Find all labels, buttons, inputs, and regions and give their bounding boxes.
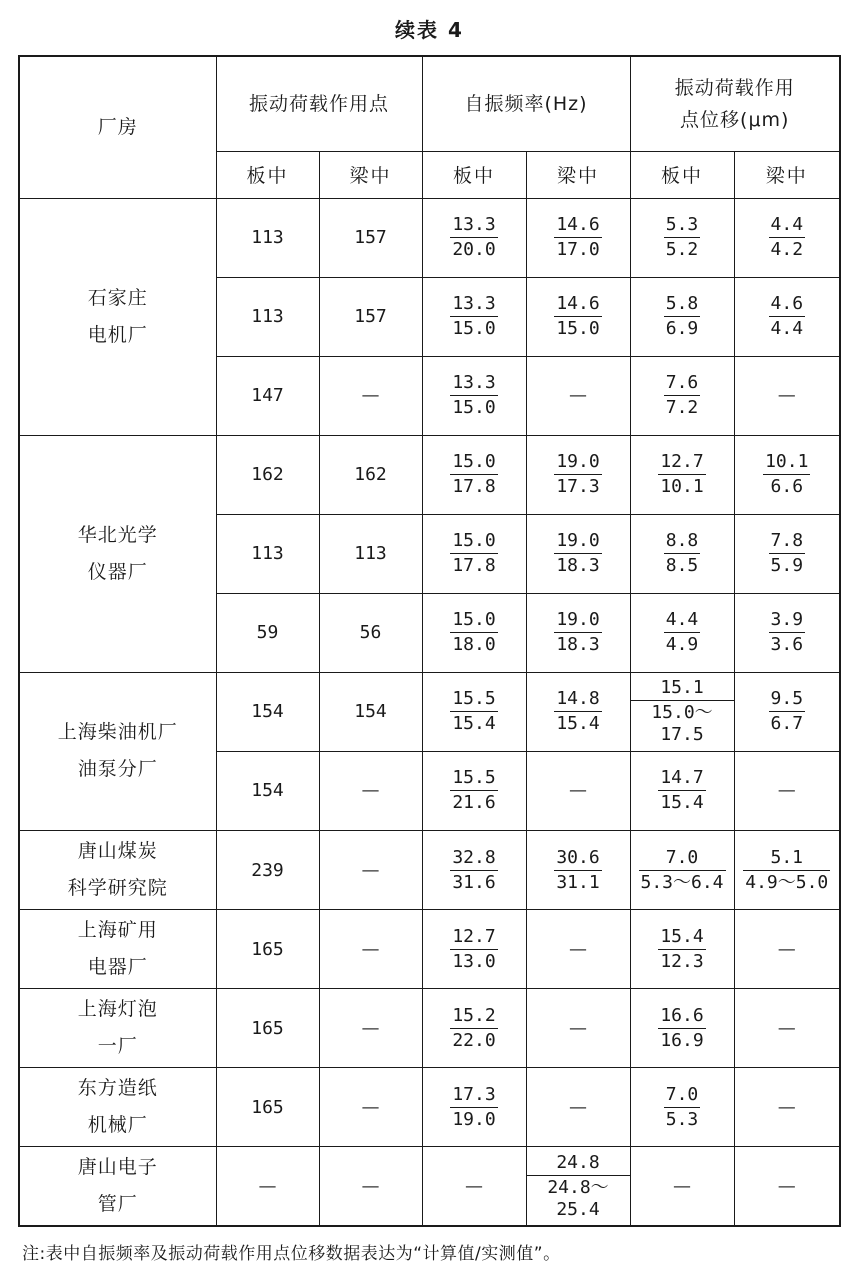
calculated-value: 15.0 [450,530,497,554]
calculated-value: 19.0 [554,530,601,554]
cell-freq-board [422,198,526,277]
calculated-value: 17.3 [450,1084,497,1108]
factory-name-line: 仪器厂 [87,560,148,583]
fraction-value [769,214,806,261]
empty-dash: — [258,1175,277,1197]
cell-disp-beam [734,672,840,751]
factory-name-line: 一厂 [97,1035,138,1058]
header-displacement [630,56,840,151]
fraction-value [763,451,810,498]
factory-name-line: 油泵分厂 [77,758,158,781]
fraction-value [639,847,726,894]
subheader-freq-beam: 梁中 [526,151,630,198]
cell-freq-beam [526,672,630,751]
factory-name-line: 上海矿用 [77,919,158,942]
header-load-point: 振动荷载作用点 [216,56,422,151]
cell-disp-beam [734,1068,840,1147]
empty-dash: — [361,1017,380,1039]
calculated-value: 30.6 [554,847,601,871]
fraction-value [769,293,806,340]
measured-value: 5.3 [665,1108,699,1130]
measured-value: 31.1 [556,871,600,893]
calculated-value: 19.0 [554,451,601,475]
measured-value: 15.0 [556,318,600,340]
subheader-point-beam: 梁中 [319,151,422,198]
measured-value: 16.9 [660,1029,704,1051]
fraction-value [664,214,701,261]
calculated-value: 7.6 [664,372,701,396]
fraction-value [664,609,701,656]
header-frequency: 自振频率(Hz) [422,56,630,151]
cell-load-point-board [216,1068,319,1147]
cell-disp-board [630,514,734,593]
measured-value: 5.2 [665,239,699,261]
calculated-value: 19.0 [554,609,601,633]
empty-dash: — [673,1175,692,1197]
cell-load-point-beam [319,356,422,435]
numeric-value: 162 [354,464,387,486]
table-title: 续表 4 [395,18,464,42]
cell-freq-beam [526,910,630,989]
numeric-value: 162 [251,464,284,486]
cell-disp-beam [734,989,840,1068]
measured-value: 4.9 [665,634,699,656]
cell-load-point-board [216,910,319,989]
factory-name-line: 电机厂 [87,323,148,346]
measured-value: 4.2 [770,239,804,261]
fraction-value [664,1084,701,1131]
measured-value: 15.0 [452,318,496,340]
table-row [19,910,840,989]
table-row [19,435,840,514]
cell-freq-beam [526,1147,630,1226]
measured-value: 4.4 [770,318,804,340]
table-row [19,198,840,277]
factory-name-line: 唐山煤炭 [77,840,158,863]
fraction-value [631,677,734,746]
empty-dash: — [361,1096,380,1118]
table-row [19,1147,840,1226]
cell-freq-beam [526,356,630,435]
cell-disp-board [630,277,734,356]
empty-dash: — [569,938,588,960]
cell-disp-board [630,910,734,989]
subheader-disp-board: 板中 [630,151,734,198]
factory-name-cell [19,910,216,989]
measured-value: 18.3 [556,555,600,577]
numeric-value: 239 [251,859,284,881]
empty-dash: — [777,385,796,407]
calculated-value: 15.0 [450,451,497,475]
cell-load-point-beam [319,989,422,1068]
fraction-value [658,926,705,973]
fraction-value [450,214,497,261]
calculated-value: 7.0 [639,847,726,871]
cell-load-point-board [216,277,319,356]
fraction-value [664,293,701,340]
empty-dash: — [361,1175,380,1197]
cell-freq-board [422,672,526,751]
calculated-value: 4.4 [664,609,701,633]
cell-disp-beam [734,356,840,435]
table-row [19,1068,840,1147]
calculated-value: 5.8 [664,293,701,317]
empty-dash: — [465,1175,484,1197]
calculated-value: 4.6 [769,293,806,317]
factory-name-line: 唐山电子 [77,1156,158,1179]
calculated-value: 7.0 [664,1084,701,1108]
calculated-value: 24.8 [527,1152,630,1176]
calculated-value: 15.1 [631,677,734,701]
subheader-freq-board: 板中 [422,151,526,198]
cell-load-point-board [216,198,319,277]
cell-disp-board [630,831,734,910]
numeric-value: 113 [354,543,387,565]
numeric-value: 165 [251,1017,284,1039]
table-row [19,672,840,751]
calculated-value: 12.7 [450,926,497,950]
measured-value: 5.3～6.4 [640,871,724,893]
measured-value: 18.3 [556,634,600,656]
cell-freq-board [422,1147,526,1226]
cell-disp-board [630,198,734,277]
numeric-value: 157 [354,306,387,328]
cell-freq-board [422,831,526,910]
data-table [18,55,841,1227]
calculated-value: 10.1 [763,451,810,475]
measured-value: 20.0 [452,239,496,261]
fraction-value [658,767,705,814]
fraction-value [450,530,497,577]
calculated-value: 4.4 [769,214,806,238]
fraction-value [658,1005,705,1052]
calculated-value: 5.1 [743,847,830,871]
cell-load-point-board [216,672,319,751]
factory-name-line: 东方造纸 [77,1077,158,1100]
measured-value: 15.4 [660,792,704,814]
measured-value: 4.9～5.0 [745,871,829,893]
empty-dash: — [361,385,380,407]
cell-disp-beam [734,198,840,277]
cell-disp-board [630,1068,734,1147]
cell-freq-beam [526,593,630,672]
empty-dash: — [777,780,796,802]
factory-name-cell [19,435,216,672]
cell-load-point-board [216,831,319,910]
table-row [19,989,840,1068]
cell-disp-beam [734,751,840,830]
fraction-value [554,293,601,340]
cell-freq-beam [526,831,630,910]
factory-name-cell [19,198,216,435]
cell-freq-beam [526,989,630,1068]
measured-value: 24.8～25.4 [547,1176,609,1220]
measured-value: 12.3 [660,950,704,972]
cell-load-point-beam [319,910,422,989]
cell-freq-board [422,593,526,672]
factory-name-line: 电器厂 [87,956,148,979]
factory-name-cell [19,1147,216,1226]
fraction-value [664,530,701,577]
factory-name-line: 华北光学 [77,523,158,546]
numeric-value: 154 [251,701,284,723]
empty-dash: — [361,780,380,802]
fraction-value [450,767,497,814]
fraction-value [769,609,806,656]
cell-load-point-board [216,989,319,1068]
factory-name-line: 上海灯泡 [77,998,158,1021]
cell-freq-beam [526,277,630,356]
calculated-value: 13.3 [450,214,497,238]
fraction-value [554,451,601,498]
measured-value: 15.0～17.5 [651,702,713,746]
fraction-value [527,1152,630,1221]
cell-disp-board [630,751,734,830]
cell-disp-board [630,989,734,1068]
empty-dash: — [361,859,380,881]
fraction-value [450,1005,497,1052]
cell-disp-beam [734,435,840,514]
empty-dash: — [569,385,588,407]
subheader-point-board: 板中 [216,151,319,198]
calculated-value: 32.8 [450,847,497,871]
numeric-value: 59 [256,622,279,644]
measured-value: 18.0 [452,634,496,656]
factory-name-cell [19,989,216,1068]
measured-value: 17.8 [452,476,496,498]
factory-name-cell [19,1068,216,1147]
cell-freq-beam [526,435,630,514]
cell-load-point-beam [319,751,422,830]
cell-disp-beam [734,593,840,672]
numeric-value: 157 [354,227,387,249]
measured-value: 17.0 [556,239,600,261]
numeric-value: 165 [251,1096,284,1118]
fraction-value [554,847,601,894]
calculated-value: 12.7 [658,451,705,475]
cell-disp-board [630,672,734,751]
header-displacement-line2: 点位移(μm) [680,108,790,131]
fraction-value [554,214,601,261]
fraction-value [450,609,497,656]
cell-disp-beam [734,1147,840,1226]
fraction-value [743,847,830,894]
cell-freq-board [422,435,526,514]
cell-disp-beam [734,831,840,910]
measured-value: 15.4 [452,713,496,735]
cell-freq-beam [526,514,630,593]
cell-freq-board [422,910,526,989]
calculated-value: 15.5 [450,767,497,791]
calculated-value: 15.4 [658,926,705,950]
empty-dash: — [569,780,588,802]
calculated-value: 15.5 [450,688,497,712]
cell-load-point-beam [319,593,422,672]
calculated-value: 5.3 [664,214,701,238]
cell-freq-board [422,989,526,1068]
factory-name-line: 上海柴油机厂 [57,721,178,744]
fraction-value [658,451,705,498]
cell-freq-board [422,1068,526,1147]
measured-value: 7.2 [665,397,699,419]
empty-dash: — [777,938,796,960]
numeric-value: 113 [251,306,284,328]
factory-name-line: 石家庄 [87,286,148,309]
measured-value: 13.0 [452,950,496,972]
measured-value: 21.6 [452,792,496,814]
subheader-disp-beam: 梁中 [734,151,840,198]
cell-disp-board [630,593,734,672]
cell-load-point-board [216,356,319,435]
cell-disp-beam [734,277,840,356]
calculated-value: 8.8 [664,530,701,554]
factory-name-line: 机械厂 [87,1114,148,1137]
header-displacement-line1: 振动荷载作用 [674,76,795,99]
cell-freq-beam [526,751,630,830]
fraction-value [554,530,601,577]
fraction-value [769,688,806,735]
numeric-value: 113 [251,543,284,565]
fraction-value [664,372,701,419]
numeric-value: 56 [359,622,382,644]
numeric-value: 147 [251,385,284,407]
measured-value: 8.5 [665,555,699,577]
cell-load-point-board [216,514,319,593]
cell-disp-board [630,1147,734,1226]
cell-disp-beam [734,514,840,593]
numeric-value: 165 [251,938,284,960]
cell-load-point-beam [319,672,422,751]
fraction-value [450,293,497,340]
fraction-value [450,688,497,735]
factory-name-cell [19,672,216,830]
cell-disp-beam [734,910,840,989]
calculated-value: 14.6 [554,214,601,238]
measured-value: 22.0 [452,1029,496,1051]
cell-disp-board [630,435,734,514]
calculated-value: 14.7 [658,767,705,791]
measured-value: 6.7 [770,713,804,735]
measured-value: 15.0 [452,397,496,419]
cell-disp-board [630,356,734,435]
cell-freq-board [422,277,526,356]
calculated-value: 15.0 [450,609,497,633]
factory-name-line: 管厂 [97,1193,138,1216]
cell-load-point-beam [319,435,422,514]
calculated-value: 13.3 [450,293,497,317]
calculated-value: 3.9 [769,609,806,633]
numeric-value: 154 [354,701,387,723]
numeric-value: 113 [251,227,284,249]
measured-value: 10.1 [660,476,704,498]
calculated-value: 9.5 [769,688,806,712]
header-row-1 [19,56,840,151]
numeric-value: 154 [251,780,284,802]
fraction-value [450,372,497,419]
fraction-value [450,847,497,894]
cell-freq-beam [526,1068,630,1147]
fraction-value [554,609,601,656]
calculated-value: 14.6 [554,293,601,317]
empty-dash: — [777,1175,796,1197]
calculated-value: 7.8 [769,530,806,554]
cell-load-point-beam [319,277,422,356]
measured-value: 17.3 [556,476,600,498]
measured-value: 6.9 [665,318,699,340]
fraction-value [450,926,497,973]
measured-value: 3.6 [770,634,804,656]
empty-dash: — [777,1017,796,1039]
cell-load-point-board [216,1147,319,1226]
cell-load-point-beam [319,831,422,910]
calculated-value: 14.8 [554,688,601,712]
fraction-value [450,1084,497,1131]
header-factory: 厂房 [19,56,216,198]
measured-value: 19.0 [452,1108,496,1130]
cell-freq-board [422,356,526,435]
cell-load-point-board [216,593,319,672]
empty-dash: — [777,1096,796,1118]
fraction-value [554,688,601,735]
fraction-value [450,451,497,498]
empty-dash: — [569,1017,588,1039]
table-body [19,198,840,1226]
table-note: 注:表中自振频率及振动荷载作用点位移数据表达为“计算值/实测值”。 [22,1244,561,1264]
empty-dash: — [569,1096,588,1118]
cell-load-point-board [216,751,319,830]
measured-value: 6.6 [770,476,804,498]
calculated-value: 13.3 [450,372,497,396]
cell-load-point-beam [319,1147,422,1226]
cell-freq-board [422,514,526,593]
cell-freq-board [422,751,526,830]
measured-value: 17.8 [452,555,496,577]
empty-dash: — [361,938,380,960]
measured-value: 15.4 [556,713,600,735]
calculated-value: 16.6 [658,1005,705,1029]
cell-freq-beam [526,198,630,277]
cell-load-point-board [216,435,319,514]
calculated-value: 15.2 [450,1005,497,1029]
fraction-value [769,530,806,577]
cell-load-point-beam [319,198,422,277]
cell-load-point-beam [319,1068,422,1147]
factory-name-cell [19,831,216,910]
factory-name-line: 科学研究院 [67,877,168,900]
cell-load-point-beam [319,514,422,593]
measured-value: 5.9 [770,555,804,577]
measured-value: 31.6 [452,871,496,893]
table-row [19,831,840,910]
